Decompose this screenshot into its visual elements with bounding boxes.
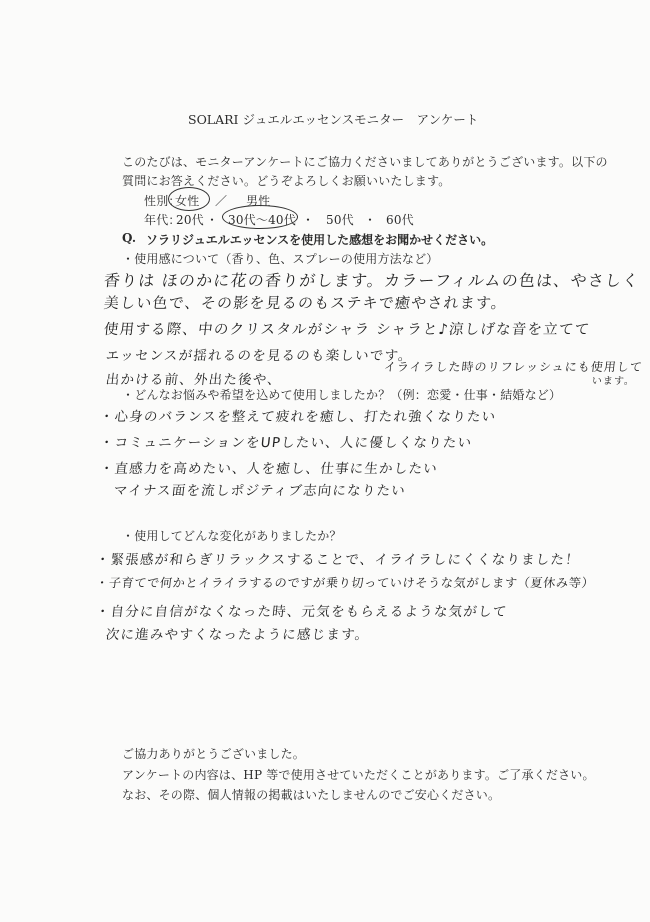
- section-wishes-prompt: ・どんなお悩みや希望を込めて使用しましたか？（例：恋愛・仕事・結婚など）: [122, 388, 562, 402]
- question-prefix: Q.: [122, 231, 137, 245]
- section-usage-prompt: ・使用感について（香り、色、スプレーの使用方法など）: [122, 252, 439, 266]
- survey-title: SOLARI ジュエルエッセンスモニター アンケート: [188, 112, 479, 127]
- usage-answer-line-2: 美しい色で、その影を見るのもステキで癒やされます。: [103, 294, 509, 312]
- gender-separator: ／: [215, 194, 228, 208]
- wishes-answer-line-3: ・直感力を高めたい、人を癒し、仕事に生かしたい: [98, 461, 439, 477]
- changes-answer-line-1: ・緊張感が和らぎリラックスすることで、イライラしにくくなりました！: [94, 552, 581, 568]
- age-separator-1: ・: [206, 213, 219, 227]
- gender-option-male[interactable]: 男性: [246, 194, 271, 208]
- footer-usage-notice: アンケートの内容は、HP 等で使用させていただくことがあります。ご了承ください。: [122, 768, 595, 782]
- gender-label: 性別：: [144, 194, 181, 208]
- footer-privacy-notice: なお、その際、個人情報の掲載はいたしませんのでご安心ください。: [122, 788, 501, 802]
- gender-option-female[interactable]: 女性: [175, 194, 200, 208]
- age-separator-3: ・: [364, 213, 377, 227]
- wishes-answer-line-1: ・心身のバランスを整えて疲れを癒し、打たれ強くなりたい: [98, 409, 498, 425]
- age-option-60s[interactable]: 60代: [386, 213, 414, 227]
- changes-answer-line-3: ・自分に自信がなくなった時、元気をもらえるような気がして: [94, 604, 509, 620]
- usage-answer-line-6: イライラした時のリフレッシュにも使用して: [383, 360, 644, 374]
- changes-answer-line-4: 次に進みやすくなったように感じます。: [104, 627, 371, 643]
- changes-answer-line-2: ・子育てで何かとイライラするのですが乗り切っていけそうな気がします（夏休み等）: [95, 576, 596, 590]
- age-label: 年代：: [144, 213, 181, 227]
- usage-answer-line-7: います。: [591, 376, 636, 387]
- wishes-answer-line-4: マイナス面を流しポジティブ志向になりたい: [112, 483, 407, 499]
- footer-thanks: ご協力ありがとうございました。: [122, 747, 306, 761]
- age-option-30s-40s[interactable]: 30代〜40代: [228, 213, 296, 227]
- question-text: ソラリジュエルエッセンスを使用した感想をお聞かせください。: [146, 233, 494, 247]
- section-changes-prompt: ・使用してどんな変化がありましたか？: [122, 529, 342, 543]
- intro-line-1: このたびは、モニターアンケートにご協力くださいましてありがとうございます。以下の: [122, 155, 608, 169]
- age-option-50s[interactable]: 50代: [326, 213, 354, 227]
- age-option-20s[interactable]: 20代: [176, 213, 204, 227]
- wishes-answer-line-2: ・コミュニケーションをUPしたい、人に優しくなりたい: [98, 435, 474, 451]
- usage-answer-line-4: エッセンスが揺れるのを見るのも楽しいです。: [104, 348, 414, 364]
- usage-answer-line-5: 出かける前、外出た後や、: [104, 372, 283, 388]
- intro-line-2: 質問にお答えください。どうぞよろしくお願いいたします。: [122, 174, 451, 188]
- usage-answer-line-1: 香りは ほのかに花の香りがします。カラーフィルムの色は、やさしく: [102, 271, 641, 290]
- age-separator-2: ・: [302, 213, 315, 227]
- usage-answer-line-3: 使用する際、中のクリスタルがシャラ シャラと♪涼しげな音を立てて: [103, 322, 592, 338]
